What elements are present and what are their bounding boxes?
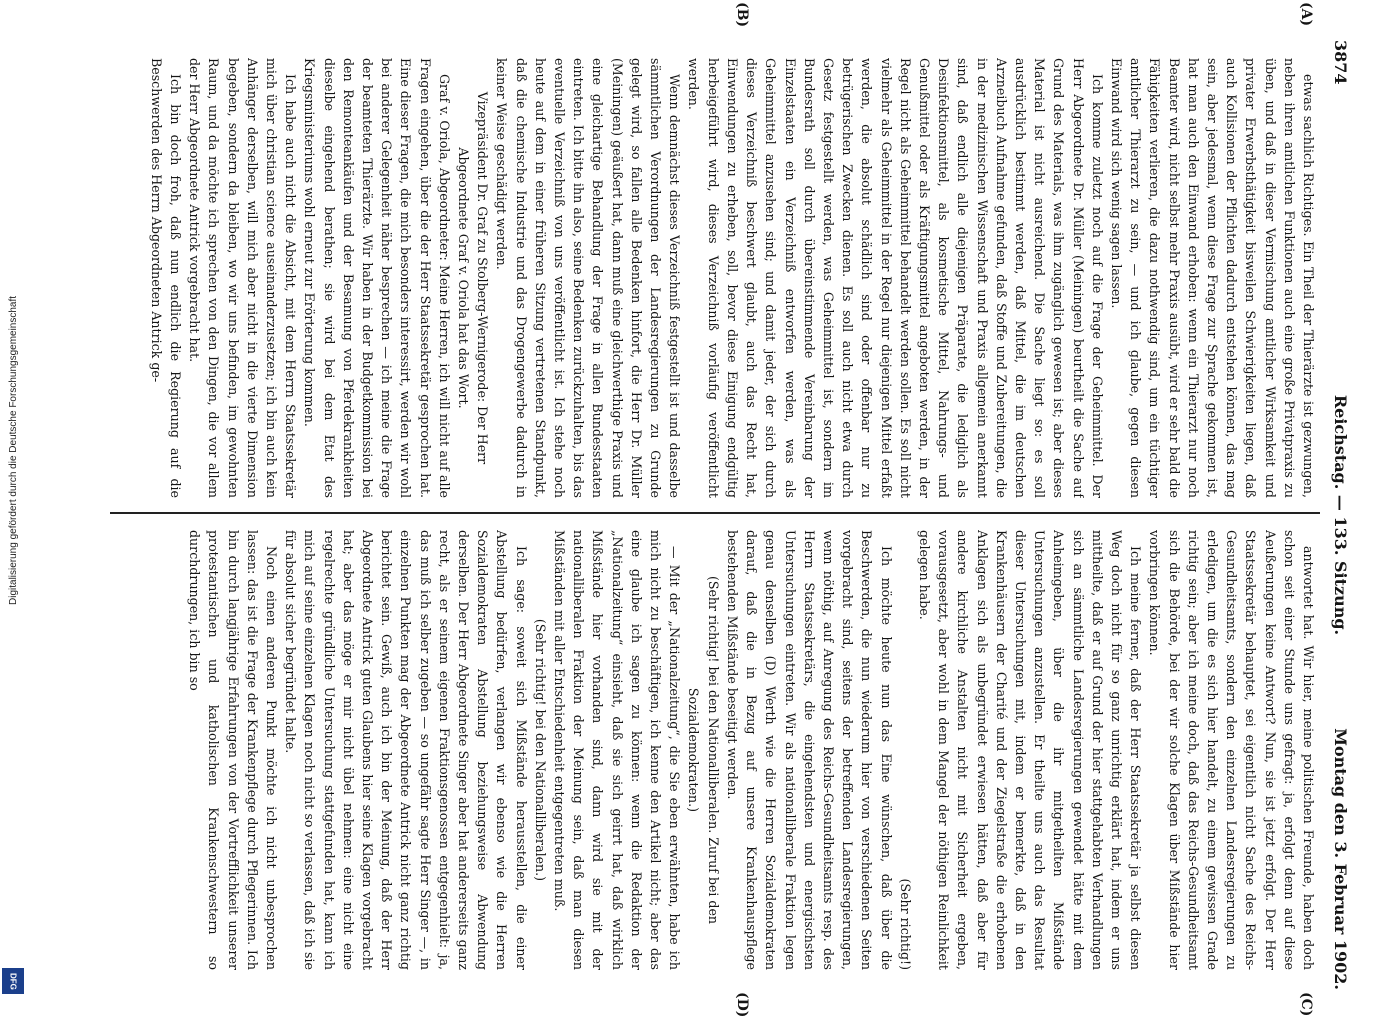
paragraph: Ich habe auch nicht die Absicht, mit dem Herrn Staatssekretär mich über christian science auseinanderzusetzen; ich bin auch kein Anhänger derselben, will mich aber nicht in die vierte Dimension begeben, sondern da bleiben, wo wir uns befinden, im gewohnten Raum, und da möchte ich sprechen von den Dingen, die vor allem der Herr Abgeordnete Antrick vorgebracht hat. bbox=[187, 58, 299, 498]
right-text-column bbox=[118, 530, 1318, 970]
left-text-column bbox=[118, 58, 1318, 498]
digitization-credit: Digitalisierung gefördert durch die Deutsche Forschungsgemeinschaft bbox=[8, 295, 19, 605]
margin-mark-b: (B) bbox=[734, 2, 750, 28]
paragraph: Ich komme zuletzt noch auf die Frage der Geheimmittel. Der Herr Abgeordnete Dr. Müller (Meiningen) beurtheilt die Sache auf Grund des Materials, was ihm zugänglich gewesen ist; aber dieses Material ist nicht ausreichend. Die Sache liegt so: es soll ausdrücklich bestimmt werden, daß Mittel, die im deutschen Arzneibuch Aufnahme gefunden, daß Stoffe und Zubereitungen, die in der medizinischen Wissenschaft und Praxis allgemein anerkannt sind, daß endlich alle diejenigen Präparate, die lediglich als Desinfektionsmittel, als kosmetische Mittel, Nahrungs- und Genußmittel oder als Kräftigungsmittel angeboten werden, in der Regel nicht als Geheimmittel behandelt werden sollen. Es soll nicht vielmehr als Geheimmittel in der Regel nur diejenigen Mittel erfaßt werden, die absolut schädlich sind oder offenbar nur zu betrügerischen Zwecken dienen. Es soll auch nicht etwa durch Gesetz festgestellt werden, was Geheimmittel ist, sondern im Bundesrath soll durch übereinstimmende Vereinbarung der Einzelstaaten ein Verzeichniß entworfen werden, was als Geheimmittel anzusehen sind; und damit jeder, der sich durch dieses Verzeichniß beschwert glaubt, auch das Recht hat, Einwendungen zu erheben, soll, bevor diese Einigung endgültig herbeigeführt wird, dieses Verzeichniß vorläufig veröffentlicht werden. bbox=[686, 58, 1105, 498]
page-number: 3874 bbox=[1331, 40, 1350, 85]
speaker-line: Vizepräsident Dr. Graf zu Stolberg-Wernigerode: Der Herr Abgeordnete Graf v. Oriola hat das Wort. bbox=[456, 91, 491, 465]
session-date: Montag den 3. Februar 1902. bbox=[1331, 728, 1350, 990]
paragraph: Ich meine ferner, daß der Herr Staatssekretär ja selbst diesen Weg doch nicht für so ganz unrichtig erklärt hat, indem er uns mittheilte, daß er auf Grund der hier stattgehabten Verhandlungen sich an sämmtliche Landesregierungen gewendet hätte mit dem Anheimgeben, über die ihr mitgetheilten Mißstände Untersuchungen anzustellen. Er theilte uns auch das Resultat dieser Untersuchungen mit, indem er bemerkte, daß in den Krankenhäusern der Charité und der Ziegelstraße die erhobenen Anklagen sich als unbegründet erwiesen hätten, daß aber für andere kirchliche Anstalten nicht mit Sicherheit ergeben, vorausgesetzt, aber wohl in dem Mangel der nöthigen Reinlichkeit gelegen habe. bbox=[916, 530, 1144, 970]
paragraph: Ich bin doch froh, daß nun endlich die Regierung auf die Beschwerden des Herrn Abgeordneten Antrick ge- bbox=[148, 58, 184, 498]
interjection: (Sehr richtig! bei den Nationalliberalen.) bbox=[532, 618, 548, 882]
paragraph: Wenn demnächst dieses Verzeichniß festgestellt ist und dasselbe sämmtlichen Verordnungen der Landesregierungen zu Grunde gelegt wird, so fallen alle Bedenken hinfort, die Herr Dr. Müller (Meiningen) geäußert hat, dann muß eine gleichwerthige Praxis und eine gleichartige Behandlung der Frage in allen Bundesstaaten eintreten. Ich bitte ihn also, seine Bedenken zurückzuhalten, bis das eventuelle Verzeichniß von uns veröffentlicht ist. Ich stehe noch heute auf dem in einer früheren Sitzung vertretenen Standpunkt, daß die chemische Industrie und das Drogengewerbe dadurch in keiner Weise geschädigt werden. bbox=[494, 58, 683, 498]
paragraph: Ich sage: soweit sich Mißstände herausstellen, die einer Abstellung bedürfen, verlangen wir ebenso wie die Herren Sozialdemokraten Abstellung beziehungsweise Abwendung derselben. Der Herr Abgeordnete Singer aber hat andererseits ganz recht, als er seinem eigenen Fraktionsgenossen entgegenhielt: ja, das muß ich selber zugeben — so ungefähr sagte Herr Singer —, in einzelnen Punkten mag der Abgeordnete Antrick nicht ganz richtig berichtet sein. Gewiß, auch ich bin der Meinung, daß der Herr Abgeordnete Antrick guten Glaubens hier seine Klagen vorgebracht hat; aber das möge er mir nicht übel nehmen: eine nicht eine regelrechte gründliche Untersuchung stattgefunden hat, kann ich mich auf seine einzelnen Klagen noch nicht so verlassen, daß ich sie für absolut sicher begründet halte. bbox=[283, 530, 529, 970]
margin-mark-a: (A) bbox=[1298, 2, 1314, 27]
margin-mark-c: (C) bbox=[1298, 992, 1314, 1017]
interjection: (Sehr richtig!) bbox=[897, 878, 913, 970]
column-divider bbox=[110, 512, 1320, 514]
paragraph: Graf v. Oriola, Abgeordneter: Meine Herren, ich will nicht auf alle Fragen eingehen, über die der Herr Staatssekretär gesprochen hat. Eine dieser Fragen, die mich besonders interessirt, werden wir wohl bei anderer Gelegenheit näher besprechen — ich meine die Frage der beamteten Thierärzte. Wir haben in der Budgetkommission bei den Remonteankäufen und der Besamung von Pferdekrankheiten dieselbe eingehend berathen; sie wird bei dem Etat des Kriegsministeriums wohl erneut zur Erörterung kommen. bbox=[302, 58, 452, 498]
rotated-page bbox=[100, 2, 1350, 1017]
running-header bbox=[1324, 40, 1350, 990]
paragraph: Ich möchte heute nun das Eine wünschen, daß über die Beschwerden, die nun wiederum hier von verschiedenen Seiten vorgebracht sind, seitens der betreffenden Landesregierungen, wenn nöthig, auf Anregung des Reichs-Gesundheitsamts resp. des Herrn Staatssekretärs, die eingehendsten und energischsten Untersuchungen eintreten. Wir als nationalliberale Fraktion legen genau denselben (D) Werth wie die Herren Sozialdemokraten darauf, daß die in Bezug auf unsere Krankenhauspflege bestehenden Mißstände beseitigt werden. bbox=[724, 530, 894, 970]
paragraph: antwortet hat. Wir hier, meine politischen Freunde, haben doch schon seit einer Stunde uns gefragt: ja, erfolgt denn auf diese Aeußerungen keine Antwort? Nun, sie ist jetzt erfolgt. Der Herr Staatssekretär behauptet, sei eigentlich nicht Sache des Reichs-Gesundheitsamts, sondern den einzelnen Landesregierungen zu erledigen, um die es sich hier handelt, zu einem gewissen Grade richtig sein; aber ich meine doch, daß das Reichs-Gesundheitsamt sich die Behörde, bei der wir solche Klagen über Mißstände hier vorbringen können. bbox=[1147, 530, 1316, 970]
dfg-logo: DFG bbox=[2, 968, 24, 994]
interjection: (Sehr richtig! bei den Nationalliberalen. Zuruf bei den Sozialdemokraten.) bbox=[686, 575, 721, 925]
paragraph: Noch einen anderen Punkt möchte ich nicht unbesprochen lassen: das ist die Frage der Krankenpflege durch Pflegerinnen. Ich bin durch langjährige Erfahrungen von der Vortrefflichkeit unserer protestantischen und katholischen Krankenschwestern so durchdrungen, ich bin so bbox=[187, 530, 280, 970]
paragraph: etwas sachlich Richtiges. Ein Theil der Thierärzte ist gezwungen, neben ihren amtlichen Funktionen auch eine große Privatpraxis zu üben, und daß in dieser Vermischung amtlicher Wirksamkeit und privater Erwerbsthätigkeit bisweilen Schwierigkeiten liegen, daß auch Kollisionen der Pflichten dadurch entstehen können, das mag sein, aber jedesmal, wenn diese Frage zur Sprache gekommen ist, hat man auch den Einwand erhoben: wenn ein Thierarzt nur noch Beamter wird, nicht selbst mehr Praxis ausübt, wird er sehr bald die Fähigkeiten verlieren, die dazu nothwendig sind, um ein tüchtiger amtlicher Thierarzt zu sein, — und ich glaube, gegen diesen Einwand wird sich wenig sagen lassen. bbox=[1108, 58, 1316, 498]
margin-mark-d: (D) bbox=[734, 992, 750, 1017]
page-title: Reichstag. — 133. Sitzung. bbox=[1331, 394, 1350, 636]
paragraph: — Mit der „Nationalzeitung“, die Sie eben erwähnten, habe ich mich nicht zu beschäftigen, ich kenne den Artikel nicht; aber das eine glaube ich sagen zu können: wenn die Redaktion der „Nationalzeitung“ einsieht, daß sie sich geirrt hat, daß wirklich Mißstände hier vorhanden sind, dann wird sie mit der nationalliberalen Fraktion der Meinung sein, daß man diesen Mißständen mit aller Entschiedenheit entgegentreten muß. bbox=[552, 530, 683, 970]
